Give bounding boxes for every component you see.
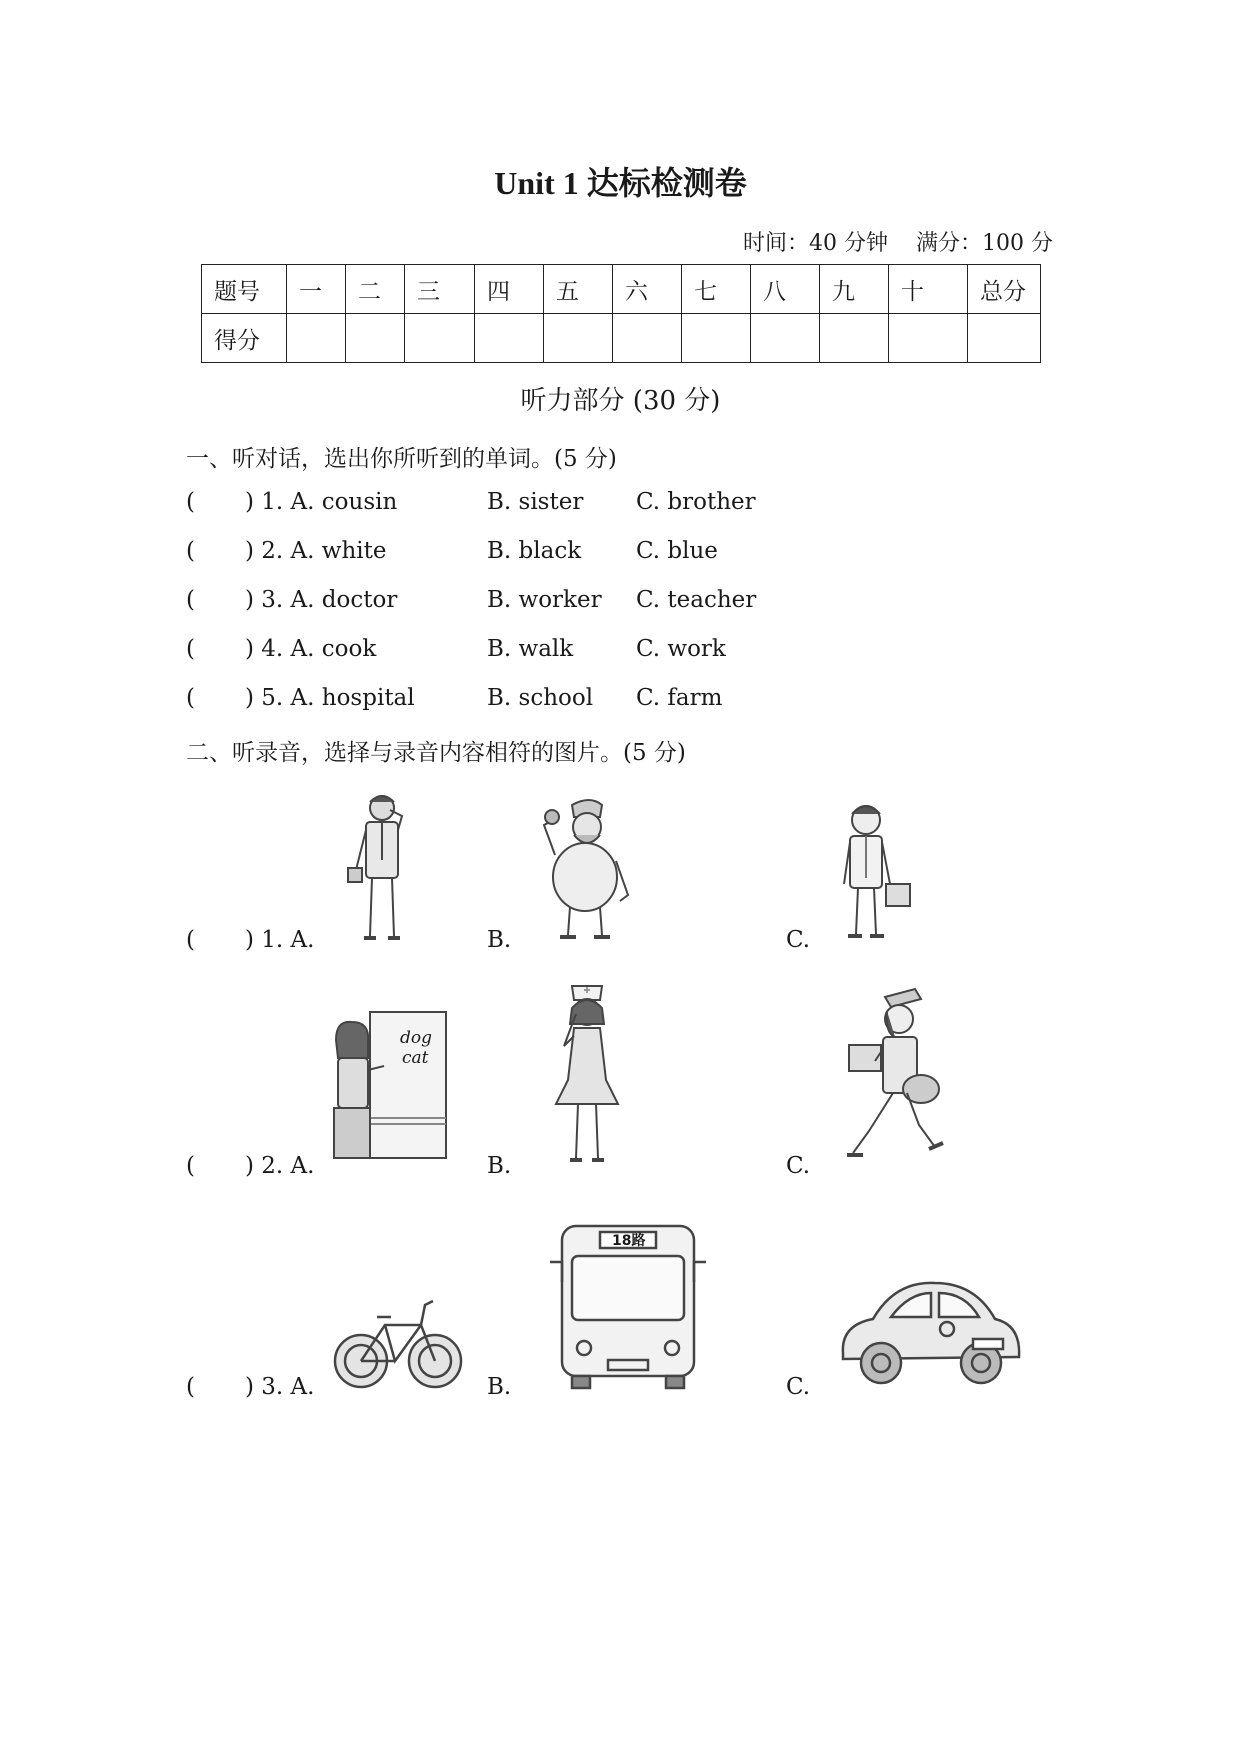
header-cell: 五 <box>544 265 613 314</box>
option-c: C. farm <box>636 685 723 711</box>
row-label: 得分 <box>202 314 287 363</box>
businessman-icon[interactable] <box>340 790 420 945</box>
option-c: C. brother <box>636 489 756 515</box>
option-a: ) 1. A. cousin <box>245 489 398 515</box>
option-a: ) 3. A. doctor <box>245 587 398 613</box>
header-cell: 总分 <box>968 265 1041 314</box>
car-icon[interactable] <box>835 1275 1025 1390</box>
exam-meta <box>743 226 1053 257</box>
bicycle-icon[interactable] <box>333 1295 463 1395</box>
header-cell: 三 <box>405 265 475 314</box>
score-cell[interactable] <box>544 314 613 363</box>
postman-icon[interactable] <box>835 985 945 1165</box>
header-cell: 十 <box>889 265 968 314</box>
option-c-label: C. <box>786 927 811 953</box>
header-cell: 六 <box>613 265 682 314</box>
option-a: ) 2. A. white <box>245 538 387 564</box>
option-a-label: ) 1. A. <box>245 927 315 953</box>
answer-bracket[interactable]: ( <box>186 1374 195 1400</box>
option-c-label: C. <box>786 1374 811 1400</box>
score-cell[interactable] <box>889 314 968 363</box>
header-cell: 七 <box>682 265 751 314</box>
option-a: ) 5. A. hospital <box>245 685 415 711</box>
option-c: C. teacher <box>636 587 757 613</box>
option-c: C. work <box>636 636 726 662</box>
option-b: B. black <box>487 538 582 564</box>
answer-bracket[interactable]: ( <box>186 927 195 953</box>
option-a-label: ) 2. A. <box>245 1153 315 1179</box>
score-table-header-row <box>202 265 1041 314</box>
score-cell[interactable] <box>820 314 889 363</box>
board-word-dog: dog <box>400 1028 432 1048</box>
header-cell: 九 <box>820 265 889 314</box>
score-table <box>201 264 1041 363</box>
option-b-label: B. <box>487 1374 512 1400</box>
part2-heading: 二、听录音，选择与录音内容相符的图片。(5 分) <box>186 740 686 766</box>
teacher-figure <box>330 1010 450 1160</box>
time-limit: 时间：40 分钟 <box>743 231 889 256</box>
section-title: 听力部分 (30 分) <box>520 386 721 416</box>
header-cell: 题号 <box>202 265 287 314</box>
header-cell: 一 <box>287 265 346 314</box>
score-cell[interactable] <box>968 314 1041 363</box>
header-cell: 二 <box>346 265 405 314</box>
score-table-score-row <box>202 314 1041 363</box>
score-cell[interactable] <box>405 314 475 363</box>
option-a: ) 4. A. cook <box>245 636 377 662</box>
answer-bracket[interactable]: ( <box>186 587 195 613</box>
option-b: B. worker <box>487 587 602 613</box>
option-b-label: B. <box>487 1153 512 1179</box>
score-cell[interactable] <box>613 314 682 363</box>
nurse-icon[interactable] <box>552 980 622 1170</box>
answer-bracket[interactable]: ( <box>186 636 195 662</box>
part1-heading: 一、听对话，选出你所听到的单词。(5 分) <box>186 446 617 472</box>
office-worker-icon[interactable] <box>830 800 925 945</box>
score-cell[interactable] <box>751 314 820 363</box>
answer-bracket[interactable]: ( <box>186 538 195 564</box>
option-b: B. walk <box>487 636 574 662</box>
board-word-cat: cat <box>402 1048 429 1068</box>
score-cell[interactable] <box>346 314 405 363</box>
option-a-label: ) 3. A. <box>245 1374 315 1400</box>
teacher-icon[interactable] <box>330 1010 450 1160</box>
answer-bracket[interactable]: ( <box>186 685 195 711</box>
cook-icon[interactable] <box>530 795 640 945</box>
score-cell[interactable] <box>287 314 346 363</box>
option-b-label: B. <box>487 927 512 953</box>
header-cell: 八 <box>751 265 820 314</box>
option-b: B. sister <box>487 489 584 515</box>
answer-bracket[interactable]: ( <box>186 489 195 515</box>
page-title: Unit 1 达标检测卷 <box>494 165 747 201</box>
option-c-label: C. <box>786 1153 811 1179</box>
option-c: C. blue <box>636 538 718 564</box>
answer-bracket[interactable]: ( <box>186 1153 195 1179</box>
score-cell[interactable] <box>682 314 751 363</box>
score-cell[interactable] <box>475 314 544 363</box>
bus-route-sign: 18路 <box>612 1233 646 1249</box>
header-cell: 四 <box>475 265 544 314</box>
full-score: 满分：100 分 <box>916 231 1053 256</box>
option-b: B. school <box>487 685 594 711</box>
